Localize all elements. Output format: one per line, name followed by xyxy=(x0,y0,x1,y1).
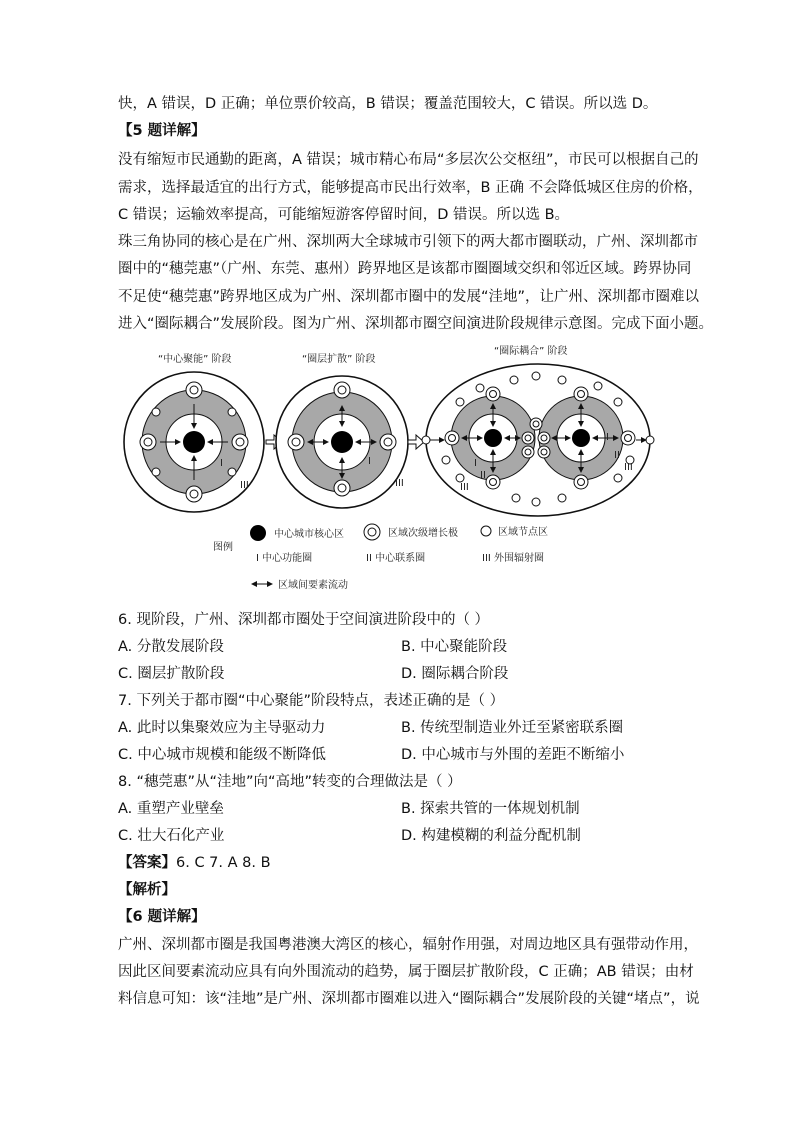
paragraph-line: 因此区间要素流动应具有向外围流动的趋势，属于圈层扩散阶段，C 正确；AB 错误；由材 xyxy=(118,964,694,980)
section-heading: 【6 题详解】 xyxy=(118,909,206,925)
legend-node: 区域节点区 xyxy=(498,527,548,538)
ring-III-label: III xyxy=(240,480,249,491)
option-d: D. 圈际耦合阶段 xyxy=(401,666,509,682)
paragraph-line: 进入“圈际耦合”发展阶段。图为广州、深圳都市圈空间演进阶段规律示意图。完成下面小题。 xyxy=(118,316,714,332)
paragraph-line: 料信息可知：该“洼地”是广州、深圳都市圈难以进入“圈际耦合”发展阶段的关键“堵点”，说 xyxy=(118,991,700,1007)
legend-growth: 区域次级增长极 xyxy=(388,528,458,539)
paragraph-line: 需求，选择最适宜的出行方式，能够提高市民出行效率，B 正确 不会降低城区住房的价格， xyxy=(118,180,703,196)
answer-line xyxy=(118,853,678,873)
ring-II-label: II xyxy=(614,450,620,461)
legend-node-icon xyxy=(481,526,491,536)
option-b: B. 传统型制造业外迁至紧密联系圈 xyxy=(401,720,624,736)
ring-III-label: III xyxy=(395,478,404,489)
paragraph-line: 不足使“穗莞惠”跨界地区成为广州、深圳都市圈中的发展“洼地”，让广州、深圳都市圈难以 xyxy=(118,289,700,305)
analysis-label: 【解析】 xyxy=(118,882,176,898)
legend-core-icon xyxy=(250,525,266,541)
question-stem: 6. 现阶段，广州、深圳都市圈处于空间演进阶段中的（ ） xyxy=(118,612,490,628)
paragraph-line: C 错误；运输效率提高，可能缩短游客停留时间，D 错误。所以选 B。 xyxy=(118,207,570,223)
ring-III-label: III xyxy=(460,482,469,493)
option-d: D. 中心城市与外围的差距不断缩小 xyxy=(401,747,625,763)
paragraph-line: 珠三角协同的核心是在广州、深圳两大全球城市引领下的两大都市圈联动，广州、深圳都市 xyxy=(118,234,698,250)
paragraph-line: 快，A 错误，D 正确；单位票价较高，B 错误；覆盖范围较大，C 错误。所以选 D。 xyxy=(118,96,658,112)
ring-I-label: I xyxy=(368,456,371,467)
option-a: A. 此时以集聚效应为主导驱动力 xyxy=(118,720,326,736)
stage2-diagram xyxy=(276,376,408,508)
question-stem: 7. 下列关于都市圈“中心聚能”阶段特点，表述正确的是（ ） xyxy=(118,693,505,709)
stage1-diagram xyxy=(124,372,264,512)
legend-flow: 区域间要素流动 xyxy=(278,580,348,591)
option-d: D. 构建模糊的利益分配机制 xyxy=(401,828,581,844)
option-a: A. 分散发展阶段 xyxy=(118,639,224,655)
ring-I-label: I xyxy=(606,432,609,443)
stage3-diagram xyxy=(422,364,654,516)
stage1-title: “中心聚能” 阶段 xyxy=(158,354,232,365)
stage-arrow-icon xyxy=(408,435,424,449)
legend-ring-II: II 中心联系圈 xyxy=(366,553,426,564)
ring-I-label: I xyxy=(220,458,223,469)
stage3-title: “圈际耦合” 阶段 xyxy=(494,346,568,357)
legend-title: 图例 xyxy=(213,542,233,553)
option-c: C. 中心城市规模和能级不断降低 xyxy=(118,747,326,763)
legend-core: 中心城市核心区 xyxy=(274,529,344,540)
answer-label: 【答案】 xyxy=(118,855,176,871)
section-heading: 【5 题详解】 xyxy=(118,123,206,139)
ring-II-label: II xyxy=(480,470,486,481)
paragraph-line: 圈中的“穗莞惠”（广州、东莞、惠州）跨界地区是该都市圈圈域交织和邻近区域。跨界协同 xyxy=(118,261,692,277)
ring-I-label: I xyxy=(474,458,477,469)
spatial-evolution-diagram xyxy=(110,340,680,595)
option-c: C. 壮大石化产业 xyxy=(118,828,225,844)
paragraph-line: 广州、深圳都市圈是我国粤港澳大湾区的核心，辐射作用强，对周边地区具有强带动作用， xyxy=(118,937,698,953)
answer-values: 6. C 7. A 8. B xyxy=(176,855,271,871)
paragraph-line: 没有缩短市民通勤的距离，A 错误；城市精心布局“多层次公交枢纽”，市民可以根据自己的 xyxy=(118,152,699,168)
option-b: B. 中心聚能阶段 xyxy=(401,639,508,655)
option-a: A. 重塑产业壁垒 xyxy=(118,801,224,817)
option-c: C. 圈层扩散阶段 xyxy=(118,666,225,682)
option-b: B. 探索共管的一体规划机制 xyxy=(401,801,580,817)
question-stem: 8. “穗莞惠”从“洼地”向“高地”转变的合理做法是（ ） xyxy=(118,774,462,790)
stage2-title: “圈层扩散” 阶段 xyxy=(302,354,376,365)
legend-ring-I: I 中心功能圈 xyxy=(256,553,313,564)
ring-III-label: III xyxy=(624,462,633,473)
legend xyxy=(213,524,548,591)
legend-ring-III: III 外围辐射圈 xyxy=(482,553,545,564)
